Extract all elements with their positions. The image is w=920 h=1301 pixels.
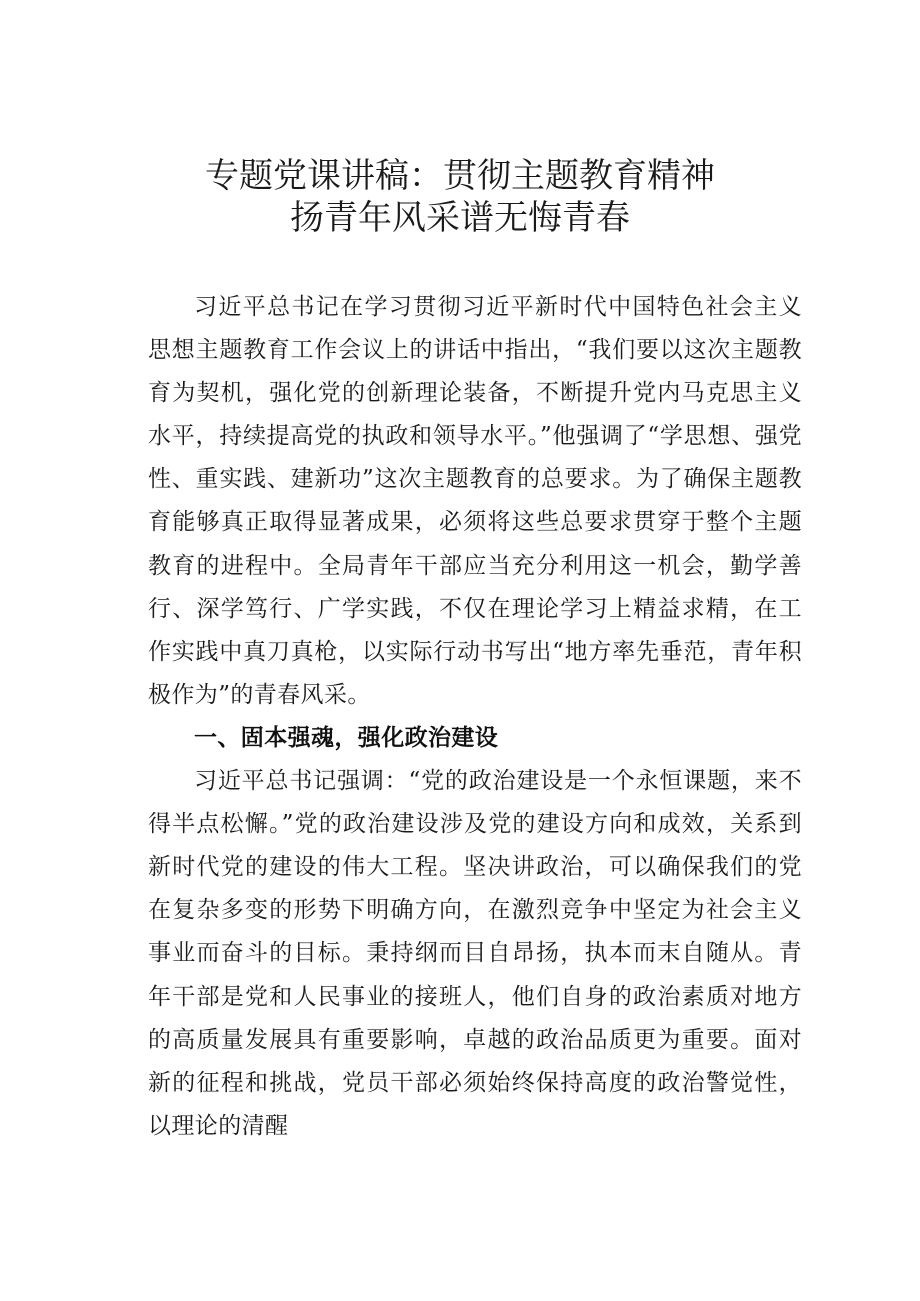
document-body — [148, 286, 802, 1148]
paragraph-intro: 习近平总书记在学习贯彻习近平新时代中国特色社会主义思想主题教育工作会议上的讲话中指出，“我们要以这次主题教育为契机，强化党的创新理论装备，不断提升党内马克思主义水平，持续提高党的执政和领导水平。”他强调了“学思想、强党性、重实践、建新功”这次主题教育的总要求。为了确保主题教育能够真正取得显著成果，必须将这些总要求贯穿于整个主题教育的进程中。全局青年干部应当充分利用这一机会，勤学善行、深学笃行、广学实践，不仅在理论学习上精益求精，在工作实践中真刀真枪，以实际行动书写出“地方率先垂范，青年积极作为”的青春风采。 — [148, 294, 802, 708]
section-heading-1: 一、固本强魂，强化政治建设 — [194, 724, 499, 751]
paragraph-section-1: 习近平总书记强调：“党的政治建设是一个永恒课题，来不得半点松懈。”党的政治建设涉及党的建设方向和成效，关系到新时代党的建设的伟大工程。坚决讲政治，可以确保我们的党在复杂多变的形势下明确方向，在激烈竞争中坚定为社会主义事业而奋斗的目标。秉持纲而目自昂扬，执本而末自随从。青年干部是党和人民事业的接班人，他们自身的政治素质对地方的高质量发展具有重要影响，卓越的政治品质更为重要。面对新的征程和挑战，党员干部必须始终保持高度的政治警觉性，以理论的清醒 — [148, 768, 802, 1139]
title-line-1: 专题党课讲稿：贯彻主题教育精神 — [205, 156, 715, 196]
title-line-2: 扬青年风采谱无悔青春 — [290, 198, 630, 238]
document-title — [0, 155, 920, 239]
